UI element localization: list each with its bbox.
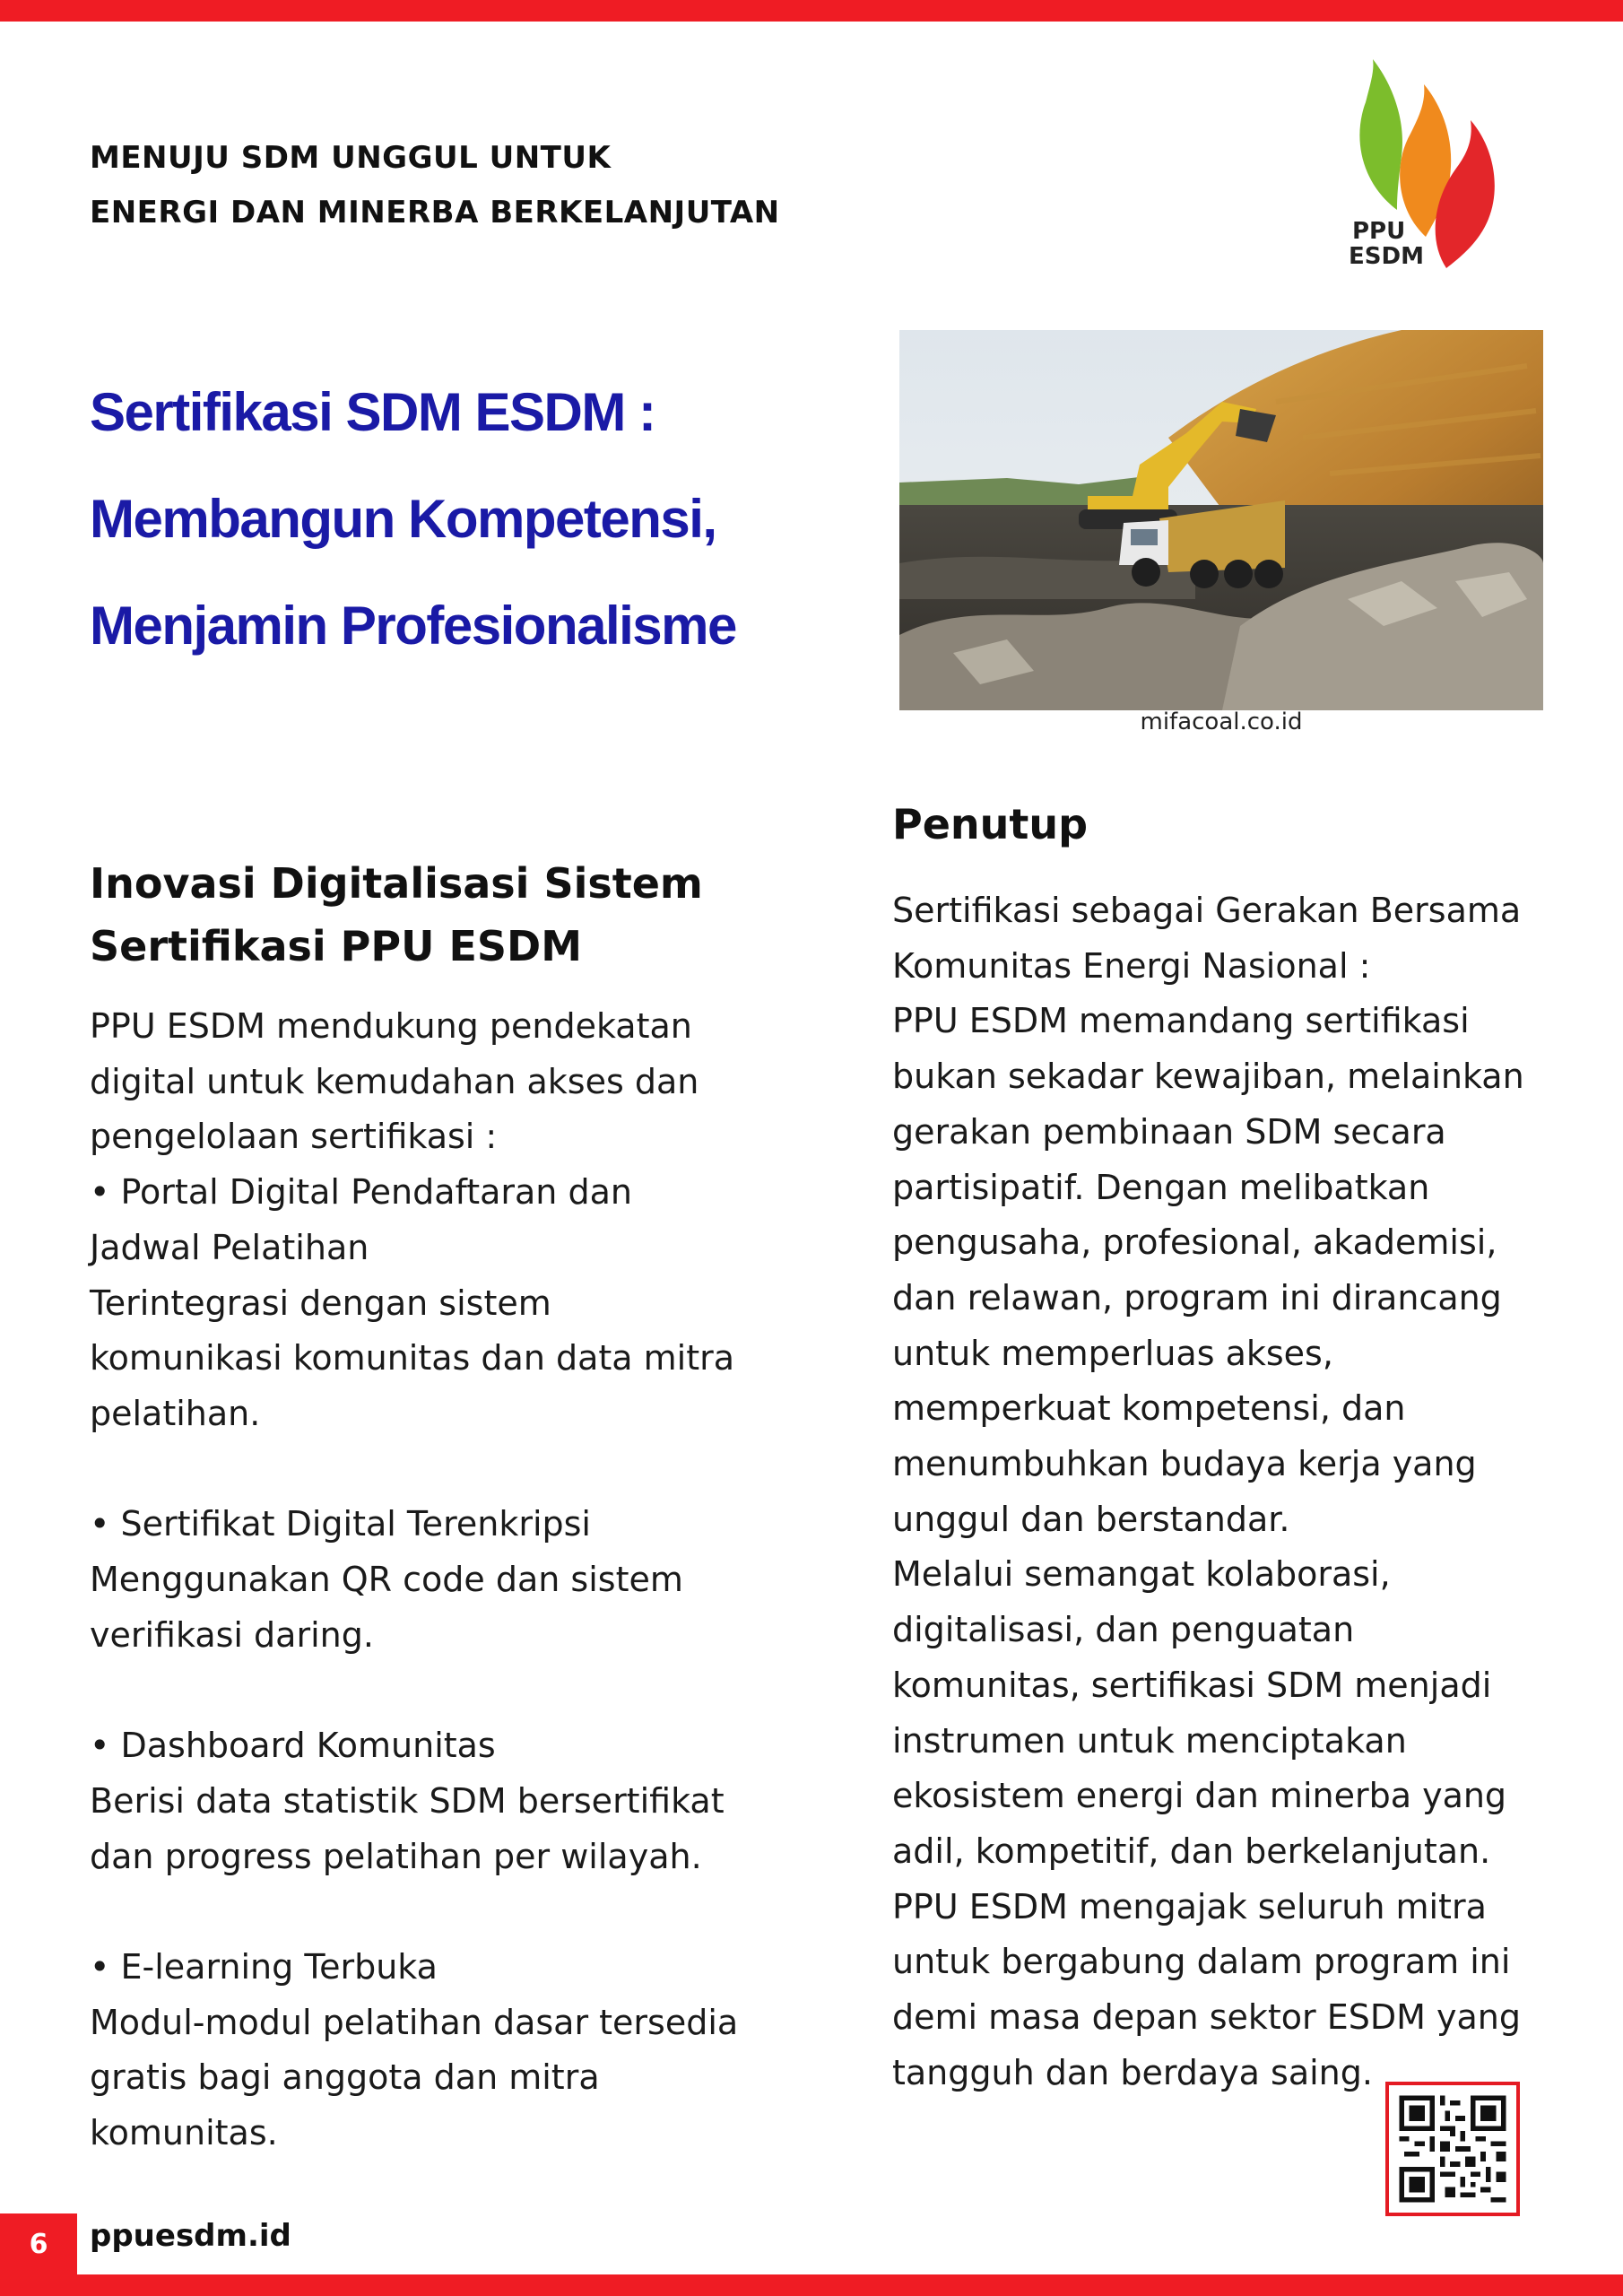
left-line: Jadwal Pelatihan <box>90 1227 369 1267</box>
right-line: Sertifikasi sebagai Gerakan Bersama <box>892 891 1522 930</box>
right-line: gerakan pembinaan SDM secara <box>892 1111 1446 1152</box>
right-line: dan relawan, program ini dirancang <box>892 1277 1502 1318</box>
right-line: ekosistem energi dan minerba yang <box>892 1776 1507 1816</box>
header-tagline <box>90 131 897 240</box>
bottom-accent-bar <box>0 2274 1623 2296</box>
title-line-1: Sertifikasi SDM ESDM : <box>90 382 655 442</box>
ppu-esdm-logo <box>1343 57 1505 273</box>
left-line: Terintegrasi dengan sistem <box>90 1283 551 1323</box>
photo-caption: mifacoal.co.id <box>1140 709 1303 735</box>
page-title <box>90 359 879 679</box>
right-line: unggul dan berstandar. <box>892 1499 1290 1539</box>
left-line: • Sertifikat Digital Terenkripsi <box>90 1504 591 1544</box>
right-section-body <box>892 883 1574 2100</box>
left-line: pengelolaan sertifikasi : <box>90 1117 498 1157</box>
paragraph-spacer <box>90 1663 807 1718</box>
left-title-line-1: Inovasi Digitalisasi Sistem <box>90 859 703 908</box>
left-line: komunitas. <box>90 2113 278 2153</box>
qr-code-icon <box>1389 2085 1516 2213</box>
qr-code[interactable] <box>1385 2082 1520 2216</box>
left-section-title <box>90 852 771 978</box>
page-number: 6 <box>0 2213 77 2274</box>
left-title-line-2: Sertifikasi PPU ESDM <box>90 922 582 970</box>
left-line: digital untuk kemudahan akses dan <box>90 1061 699 1101</box>
top-accent-bar <box>0 0 1623 22</box>
right-line: instrumen untuk menciptakan <box>892 1720 1407 1761</box>
left-line: PPU ESDM mendukung pendekatan <box>90 1006 692 1046</box>
right-line: pengusaha, profesional, akademisi, <box>892 1222 1497 1263</box>
left-line: • E-learning Terbuka <box>90 1946 438 1987</box>
right-line: digitalisasi, dan penguatan <box>892 1610 1355 1650</box>
header-line-2: ENERGI DAN MINERBA BERKELANJUTAN <box>90 195 780 230</box>
left-line: • Dashboard Komunitas <box>90 1726 496 1766</box>
right-section-title: Penutup <box>892 800 1089 848</box>
right-line: adil, kompetitif, dan berkelanjutan. <box>892 1831 1491 1871</box>
left-line: Modul-modul pelatihan dasar tersedia <box>90 2002 739 2042</box>
logo-text-ppu: PPU <box>1352 218 1406 245</box>
right-line: menumbuhkan budaya kerja yang <box>892 1444 1477 1484</box>
left-section-body <box>90 999 807 2161</box>
right-line: PPU ESDM memandang sertifikasi <box>892 1001 1470 1041</box>
left-line: dan progress pelatihan per wilayah. <box>90 1836 702 1876</box>
right-line: memperkuat kompetensi, dan <box>892 1388 1406 1429</box>
mining-photo <box>899 330 1543 710</box>
footer-website[interactable]: ppuesdm.id <box>90 2218 291 2254</box>
right-line: partisipatif. Dengan melibatkan <box>892 1167 1430 1207</box>
right-line: bukan sekadar kewajiban, melainkan <box>892 1057 1524 1097</box>
left-line: komunikasi komunitas dan data mitra <box>90 1338 735 1378</box>
right-line: Melalui semangat kolaborasi, <box>892 1554 1391 1595</box>
right-line: untuk memperluas akses, <box>892 1333 1333 1373</box>
left-line: Menggunakan QR code dan sistem <box>90 1560 683 1600</box>
left-line: Berisi data statistik SDM bersertifikat <box>90 1780 725 1821</box>
left-line: pelatihan. <box>90 1393 261 1433</box>
mining-excavator-truck-photo <box>899 330 1543 710</box>
title-line-3: Menjamin Profesionalisme <box>90 596 736 656</box>
right-line: demi masa depan sektor ESDM yang <box>892 1997 1521 2038</box>
logo-flame-green <box>1359 59 1402 210</box>
title-line-2: Membangun Kompetensi, <box>90 489 716 549</box>
right-line: PPU ESDM mengajak seluruh mitra <box>892 1886 1487 1926</box>
paragraph-spacer <box>90 1884 807 1940</box>
right-line: Komunitas Energi Nasional : <box>892 945 1371 986</box>
logo-text-esdm: ESDM <box>1349 243 1424 270</box>
paragraph-spacer <box>90 1442 807 1498</box>
right-line: komunitas, sertifikasi SDM menjadi <box>892 1665 1492 1705</box>
left-line: • Portal Digital Pendaftaran dan <box>90 1172 632 1213</box>
right-line: tangguh dan berdaya saing. <box>892 2052 1373 2092</box>
left-line: gratis bagi anggota dan mitra <box>90 2057 600 2098</box>
right-line: untuk bergabung dalam program ini <box>892 1942 1511 1982</box>
left-line: verifikasi daring. <box>90 1614 374 1655</box>
header-line-1: MENUJU SDM UNGGUL UNTUK <box>90 140 612 176</box>
